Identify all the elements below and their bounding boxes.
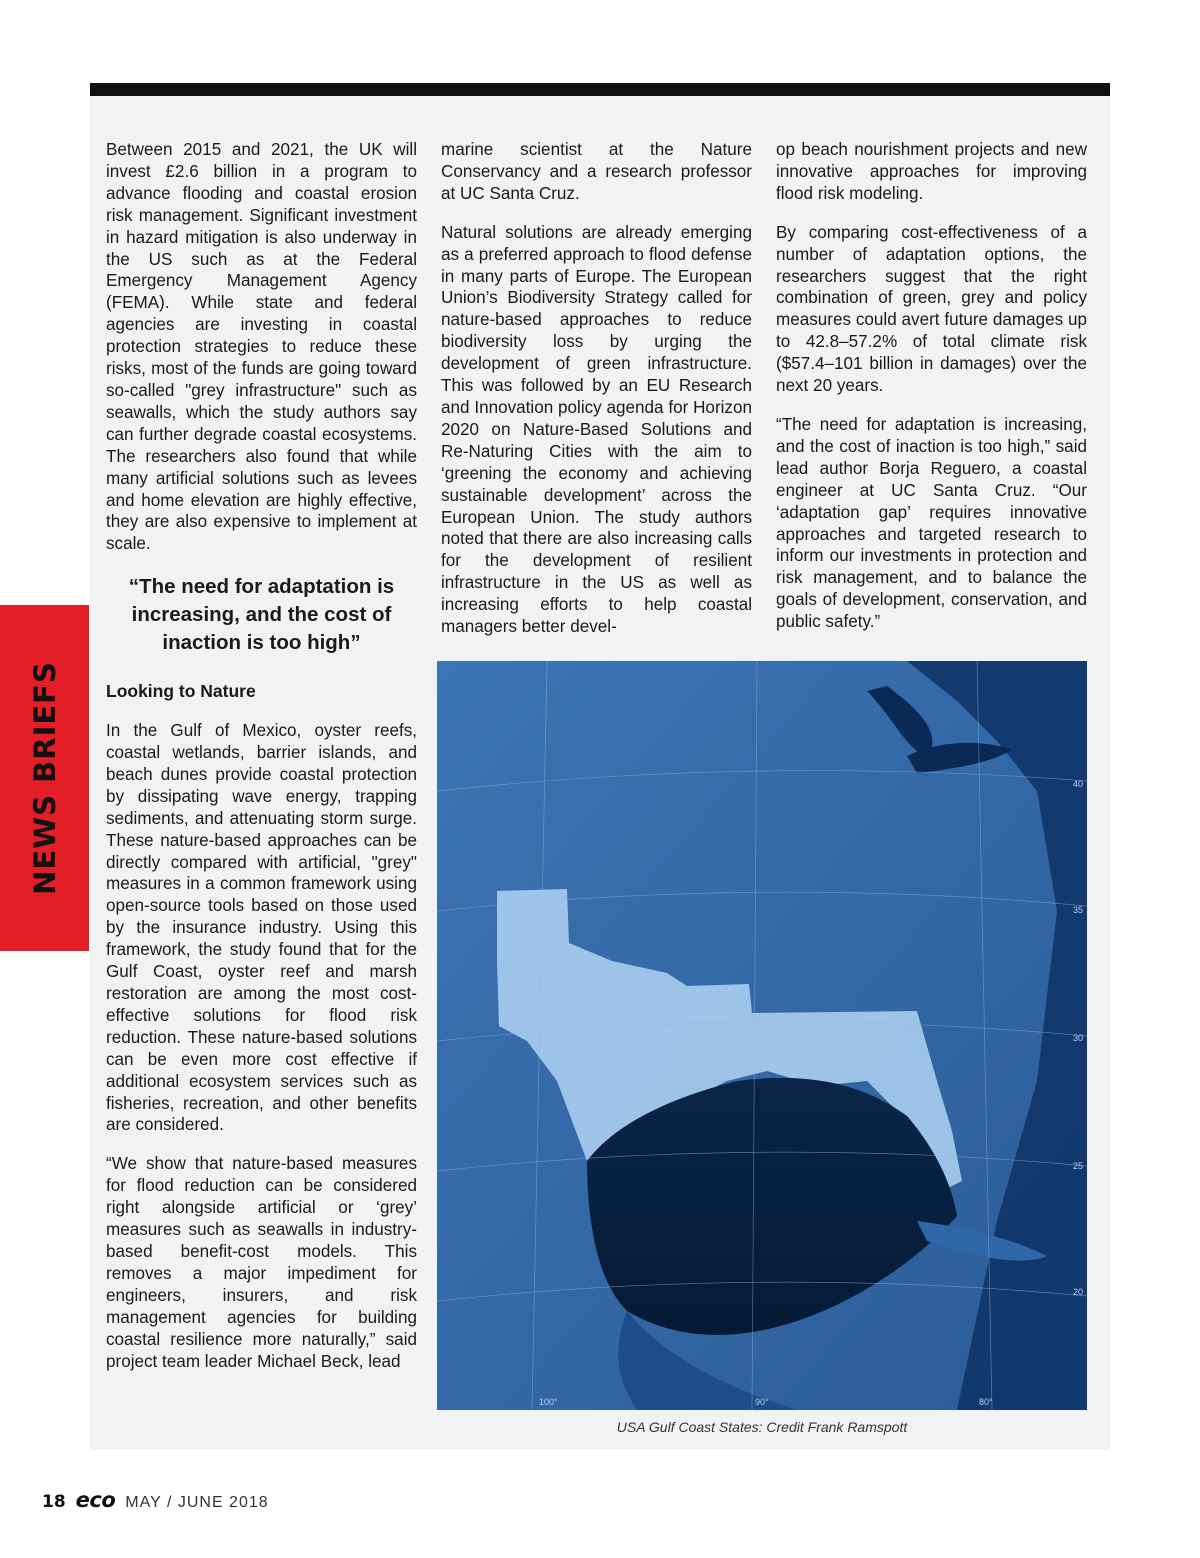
column3-paragraph-3: “The need for adaptation is increasing, and the cost of inaction is too high,” said lead author Borja Reguero, a coastal engineer at UC Santa Cruz. “Our ‘adaptation gap’ requires innovative approaches and targeted research to inform our investments in protection and risk management, and to balance the goals of development, conservation, and public safety.”: [776, 414, 1087, 632]
map-caption: USA Gulf Coast States: Credit Frank Ramspott: [616, 1419, 908, 1435]
map-illustration: [437, 661, 1087, 1410]
column3-paragraph-1: op beach nourishment projects and new innovative approaches for improving flood risk modeling.: [776, 140, 1087, 203]
page-number: 18: [42, 1492, 66, 1512]
subheading: Looking to Nature: [106, 681, 256, 702]
section-tab-label: NEWS BRIEFS: [28, 661, 62, 895]
gulf-coast-map: [437, 661, 1087, 1410]
column-3: [776, 139, 1087, 650]
column-2: [441, 139, 752, 655]
column1-paragraph-2: In the Gulf of Mexico, oyster reefs, coastal wetlands, barrier islands, and beach dunes provide coastal protection by dissipating wave energy, trapping sediments, and attenuating storm surge. These nature-based approaches can be directly compared with artificial, "grey" measures in a common framework using open-source tools based on those used by the insurance industry. Using this framework, the study found that for the Gulf Coast, oyster reef and marsh restoration are among the most cost-effective solutions for flood risk reduction. These nature-based solutions can be even more cost effective if additional ecosystem services such as fisheries, recreation, and other benefits are considered.: [106, 721, 417, 1135]
column2-paragraph-2: Natural solutions are already emerging as a preferred approach to flood defense in many parts of Europe. The European Union’s Biodiversity Strategy called for nature-based approaches to reduce biodiversity loss by urging the development of green infrastructure. This was followed by an EU Research and Innovation policy agenda for Horizon 2020 on Nature-Based Solutions and Re-Naturing Cities with the aim to ‘greening the economy and achieving sustainable development’ across the European Union. The study authors noted that there are also increasing calls for the development of resilient infrastructure in the US as well as increasing efforts to help coastal managers better devel-: [441, 222, 752, 637]
pull-quote: “The need for adaptation is increasing, and the cost of inaction is too high”: [128, 575, 395, 655]
page-footer: [42, 1488, 269, 1512]
column1-paragraph-1: Between 2015 and 2021, the UK will invest £2.6 billion in a program to advance flooding and coastal erosion risk management. Significant investment in hazard mitigation is also underway in the US such as at the Federal Emergency Management Agency (FEMA). While state and federal agencies are investing in coastal protection strategies to reduce these risks, most of the funds are going toward so-called "grey infrastructure" such as seawalls, which the study authors say can further degrade coastal ecosystems. The researchers also found that while many artificial solutions such as levees and home elevation are highly effective, they are also expensive to implement at scale.: [106, 140, 417, 554]
column3-paragraph-2: By comparing cost-effectiveness of a number of adaptation options, the researchers suggest that the right combination of green, grey and policy measures could avert future damages up to 42.8–57.2% of total climate risk ($57.4–101 billion in damages) over the next 20 years.: [776, 222, 1087, 396]
lon-label-80: 80°: [979, 1397, 993, 1407]
lat-label-20: 20: [1073, 1287, 1084, 1297]
top-rule: [90, 83, 1110, 96]
column1-paragraph-3: “We show that nature-based measures for flood reduction can be considered right alongside artificial or ‘grey’ measures such as seawalls in industry-based benefit-cost models. This removes a major impediment for engineers, insurers, and risk management agencies for building coastal resilience more naturally,” said project team leader Michael Beck, lead: [106, 1154, 417, 1371]
column-1: [106, 139, 417, 1389]
issue-date: MAY / JUNE 2018: [125, 1494, 269, 1511]
lon-label-90: 90°: [755, 1397, 769, 1407]
lon-label-100: 100°: [539, 1397, 558, 1407]
lat-label-25: 25: [1073, 1161, 1084, 1171]
eco-logo: eco: [75, 1488, 116, 1512]
column2-paragraph-1: marine scientist at the Nature Conservancy and a research professor at UC Santa Cruz.: [441, 140, 752, 203]
lat-label-35: 35: [1073, 905, 1084, 915]
lat-label-30: 30: [1073, 1033, 1084, 1043]
lat-label-40: 40: [1073, 779, 1084, 789]
